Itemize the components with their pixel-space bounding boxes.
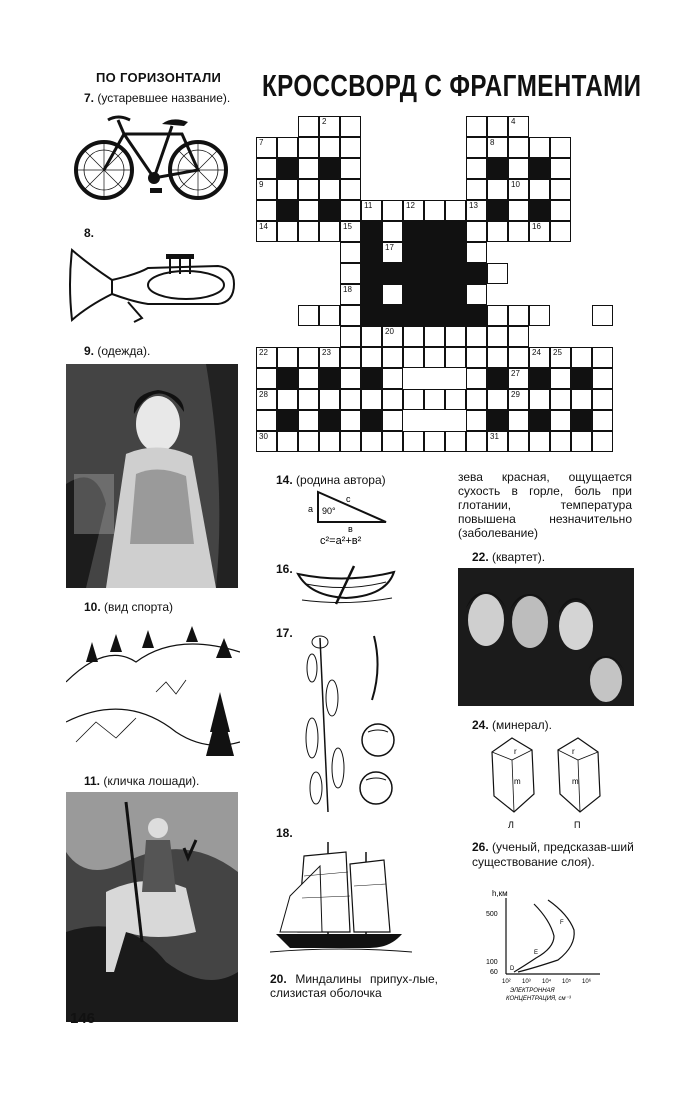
crossword-cell[interactable]	[466, 431, 487, 452]
crossword-black-cell	[529, 410, 550, 431]
graph-x-tick-1: 10²	[502, 979, 511, 985]
crossword-cell[interactable]	[340, 158, 361, 179]
clue-11-text: (кличка лошади).	[103, 774, 200, 788]
cell-number: 31	[490, 432, 499, 441]
crossword-cell[interactable]	[466, 284, 487, 305]
crossword-black-cell	[424, 305, 445, 326]
pythagoras-formula: c²=a²+в²	[320, 535, 362, 547]
crossword-cell[interactable]	[466, 389, 487, 410]
crossword-cell[interactable]	[550, 368, 571, 389]
clue-20-continuation: зева красная, ощущается сухость в горле, боль при глотании, температура повышена незначительно (заболевание)	[458, 470, 632, 540]
clue-8	[84, 226, 94, 241]
graph-x-tick-3: 10⁴	[542, 979, 552, 985]
crossword-cell[interactable]	[550, 200, 571, 221]
crossword-cell[interactable]	[340, 431, 361, 452]
crossword-cell[interactable]	[298, 431, 319, 452]
crossword-cell[interactable]	[550, 347, 571, 368]
cell-number: 16	[532, 222, 541, 231]
crossword-cell[interactable]	[340, 242, 361, 263]
crossword-cell[interactable]	[592, 368, 613, 389]
crossword-cell[interactable]	[340, 389, 361, 410]
crossword-cell[interactable]	[382, 221, 403, 242]
bicycle-illustration	[72, 112, 232, 207]
clue-9-text: (одежда).	[97, 344, 151, 358]
crossword-cell[interactable]	[487, 221, 508, 242]
crossword-cell[interactable]	[256, 347, 277, 368]
crossword-cell[interactable]	[571, 431, 592, 452]
crossword-black-cell	[403, 305, 424, 326]
clue-24-number: 24.	[472, 718, 489, 732]
crossword-cell[interactable]	[466, 200, 487, 221]
cell-number: 13	[469, 201, 478, 210]
layer-e-label: E	[534, 950, 539, 956]
clue-16	[276, 562, 293, 577]
crossword-cell[interactable]	[592, 431, 613, 452]
clue-9-number: 9.	[84, 344, 95, 358]
graph-x-tick-5: 10⁶	[582, 979, 592, 985]
crystal-left-label: Л	[508, 820, 514, 830]
crossword-black-cell	[424, 263, 445, 284]
crossword-black-cell	[361, 410, 382, 431]
crossword-cell[interactable]	[298, 347, 319, 368]
crossword-black-cell	[445, 284, 466, 305]
clue-10	[84, 600, 173, 615]
cell-number: 30	[259, 432, 268, 441]
crossword-cell[interactable]	[256, 158, 277, 179]
crossword-black-cell	[571, 368, 592, 389]
quartet-photo	[458, 568, 634, 706]
crossword-cell[interactable]	[277, 221, 298, 242]
crossword-cell[interactable]	[529, 347, 550, 368]
crossword-cell[interactable]	[445, 200, 466, 221]
crossword-black-cell	[529, 158, 550, 179]
graph-x-label-2: КОНЦЕНТРАЦИЯ, см⁻³	[506, 996, 571, 1002]
crossword-black-cell	[277, 410, 298, 431]
crossword-cell[interactable]	[319, 221, 340, 242]
crossword-cell[interactable]	[256, 389, 277, 410]
horseman-photo	[66, 792, 238, 1022]
cell-number: 12	[406, 201, 415, 210]
crossword-cell[interactable]	[319, 179, 340, 200]
crossword-cell[interactable]	[340, 263, 361, 284]
crossword-black-cell	[361, 221, 382, 242]
cell-number: 2	[322, 117, 327, 126]
cell-number: 20	[385, 327, 394, 336]
crossword-cell[interactable]	[340, 326, 361, 347]
clue-24-text: (минерал).	[492, 718, 552, 732]
crossword-cell[interactable]	[550, 137, 571, 158]
crossword-cell[interactable]	[340, 221, 361, 242]
cell-number: 22	[259, 348, 268, 357]
crossword-black-cell	[403, 242, 424, 263]
crossword-black-cell	[403, 284, 424, 305]
cell-number: 8	[490, 138, 495, 147]
cell-number: 4	[511, 117, 516, 126]
crossword-cell[interactable]	[403, 200, 424, 221]
crossword-cell[interactable]	[550, 410, 571, 431]
cell-number: 24	[532, 348, 541, 357]
crossword-black-cell	[361, 242, 382, 263]
crossword-cell[interactable]	[445, 389, 466, 410]
side-a-label: a	[308, 504, 314, 514]
crossword-cell[interactable]	[382, 410, 403, 431]
crossword-cell[interactable]	[298, 305, 319, 326]
cell-number: 18	[343, 285, 352, 294]
cell-number: 7	[259, 138, 264, 147]
crossword-cell[interactable]	[361, 200, 382, 221]
crossword-black-cell	[487, 410, 508, 431]
crossword-cell[interactable]	[487, 179, 508, 200]
crossword-cell[interactable]	[298, 116, 319, 137]
crossword-cell[interactable]	[466, 326, 487, 347]
crossword-cell[interactable]	[487, 431, 508, 452]
cell-number: 27	[511, 369, 520, 378]
crossword-cell[interactable]	[298, 200, 319, 221]
crossword-cell[interactable]	[256, 410, 277, 431]
crossword-cell[interactable]	[361, 326, 382, 347]
cell-number: 17	[385, 243, 394, 252]
crossword-cell[interactable]	[382, 326, 403, 347]
clue-18-number: 18.	[276, 826, 293, 840]
boat-illustration	[296, 562, 398, 606]
page-title: КРОССВОРД С ФРАГМЕНТАМИ	[262, 68, 642, 103]
crystal-face-r-right: r	[572, 747, 575, 756]
crossword-cell[interactable]	[508, 158, 529, 179]
crossword-black-cell	[361, 305, 382, 326]
crossword-black-cell	[487, 368, 508, 389]
crossword-cell[interactable]	[361, 431, 382, 452]
crossword-cell[interactable]	[550, 158, 571, 179]
crossword-black-cell	[277, 158, 298, 179]
crossword-cell[interactable]	[550, 389, 571, 410]
crossword-cell[interactable]	[382, 431, 403, 452]
crossword-cell[interactable]	[550, 431, 571, 452]
layer-d-label: D	[510, 966, 515, 972]
crossword-cell[interactable]	[403, 389, 424, 410]
clue-26	[472, 840, 640, 870]
crossword-cell[interactable]	[340, 368, 361, 389]
crossword-cell[interactable]	[592, 347, 613, 368]
clue-22-text: (квартет).	[492, 550, 546, 564]
layer-f-label: F	[560, 920, 564, 926]
crossword-cell[interactable]	[256, 368, 277, 389]
crossword-cell[interactable]	[340, 116, 361, 137]
clue-10-number: 10.	[84, 600, 101, 614]
crossword-cell[interactable]	[319, 431, 340, 452]
crossword-cell[interactable]	[319, 137, 340, 158]
crossword-cell[interactable]	[508, 326, 529, 347]
cell-number: 15	[343, 222, 352, 231]
crossword-cell[interactable]	[319, 305, 340, 326]
crossword-black-cell	[319, 158, 340, 179]
right-angle-label: 90°	[322, 506, 336, 516]
crossword-cell[interactable]	[298, 179, 319, 200]
crossword-cell[interactable]	[487, 347, 508, 368]
crossword-cell[interactable]	[298, 410, 319, 431]
crossword-cell[interactable]	[508, 368, 529, 389]
crossword-cell[interactable]	[382, 284, 403, 305]
crossword-black-cell	[571, 410, 592, 431]
crossword-cell[interactable]	[508, 410, 529, 431]
crossword-cell[interactable]	[592, 389, 613, 410]
crossword-cell[interactable]	[424, 431, 445, 452]
crossword-cell[interactable]	[382, 242, 403, 263]
sailing-ship-illustration	[270, 836, 412, 956]
crossword-cell[interactable]	[403, 326, 424, 347]
crystal-face-r-left: r	[514, 747, 517, 756]
crossword-black-cell	[319, 200, 340, 221]
cell-number: 10	[511, 180, 520, 189]
crossword-black-cell	[487, 200, 508, 221]
crossword-cell[interactable]	[319, 116, 340, 137]
clue-26-text: (ученый, предсказав-ший существование слоя).	[472, 840, 634, 869]
cell-number: 29	[511, 390, 520, 399]
crossword-cell[interactable]	[466, 116, 487, 137]
crossword-cell[interactable]	[277, 179, 298, 200]
clue-20-text: Миндалины припух-лые, слизистая оболочка	[270, 972, 438, 1000]
crossword-cell[interactable]	[340, 179, 361, 200]
plant-illustration	[298, 628, 398, 814]
clue-11	[84, 774, 199, 789]
crossword-cell[interactable]	[340, 305, 361, 326]
crossword-cell[interactable]	[340, 347, 361, 368]
crossword-cell[interactable]	[403, 347, 424, 368]
crossword-cell[interactable]	[508, 305, 529, 326]
crossword-black-cell	[424, 221, 445, 242]
clue-26-number: 26.	[472, 840, 489, 854]
crossword-black-cell	[424, 284, 445, 305]
kimono-woman-photo	[66, 364, 238, 588]
clue-14-text: (родина автора)	[296, 473, 386, 487]
crossword-black-cell	[319, 410, 340, 431]
crossword-cell[interactable]	[424, 389, 445, 410]
crossword-cell[interactable]	[529, 179, 550, 200]
cell-number: 14	[259, 222, 268, 231]
crossword-cell[interactable]	[529, 221, 550, 242]
crossword-cell[interactable]	[319, 347, 340, 368]
crossword-cell[interactable]	[529, 137, 550, 158]
crossword-cell[interactable]	[277, 137, 298, 158]
crossword-cell[interactable]	[487, 137, 508, 158]
crossword-black-cell	[403, 221, 424, 242]
clue-17	[276, 626, 293, 641]
crossword-cell[interactable]	[424, 326, 445, 347]
crossword-cell[interactable]	[445, 431, 466, 452]
cell-number: 9	[259, 180, 264, 189]
crossword-cell[interactable]	[256, 221, 277, 242]
crossword-cell[interactable]	[466, 158, 487, 179]
crossword-cell[interactable]	[529, 431, 550, 452]
horn-illustration	[68, 244, 238, 326]
crossword-black-cell	[361, 263, 382, 284]
crossword-cell[interactable]	[508, 347, 529, 368]
crossword-cell[interactable]	[298, 158, 319, 179]
crossword-cell[interactable]	[382, 200, 403, 221]
crossword-black-cell	[277, 200, 298, 221]
clue-7-number: 7.	[84, 91, 95, 105]
crossword-black-cell	[487, 158, 508, 179]
crossword-cell[interactable]	[340, 410, 361, 431]
crossword-cell[interactable]	[382, 347, 403, 368]
crossword-black-cell	[445, 263, 466, 284]
graph-x-tick-4: 10⁵	[562, 979, 572, 985]
crossword-black-cell	[382, 305, 403, 326]
crossword-cell[interactable]	[319, 389, 340, 410]
crossword-cell[interactable]	[529, 389, 550, 410]
clue-20-number: 20.	[270, 972, 287, 986]
crossword-cell[interactable]	[298, 368, 319, 389]
graph-y-tick-100: 100	[486, 959, 498, 966]
page-number: 146	[70, 1010, 96, 1027]
clue-7-text: (устаревшее название).	[97, 91, 231, 105]
crossword-cell[interactable]	[256, 431, 277, 452]
cell-number: 25	[553, 348, 562, 357]
crossword-cell[interactable]	[256, 137, 277, 158]
crossword-cell[interactable]	[424, 347, 445, 368]
crossword-cell[interactable]	[550, 179, 571, 200]
graph-x-tick-2: 10³	[522, 979, 531, 985]
crossword-cell[interactable]	[487, 305, 508, 326]
crossword-cell[interactable]	[382, 389, 403, 410]
crossword-cell[interactable]	[340, 284, 361, 305]
crossword-cell[interactable]	[508, 389, 529, 410]
crossword-cell[interactable]	[592, 410, 613, 431]
crossword-cell[interactable]	[277, 347, 298, 368]
clue-22-number: 22.	[472, 550, 489, 564]
crossword-black-cell	[382, 263, 403, 284]
clue-16-number: 16.	[276, 562, 293, 576]
section-heading: ПО ГОРИЗОНТАЛИ	[96, 70, 222, 85]
clue-8-number: 8.	[84, 226, 95, 240]
crossword-cell[interactable]	[466, 410, 487, 431]
crossword-cell[interactable]	[403, 431, 424, 452]
crossword-black-cell	[361, 284, 382, 305]
crossword-cell[interactable]	[466, 179, 487, 200]
crossword-cell[interactable]	[487, 116, 508, 137]
crossword-cell[interactable]	[256, 200, 277, 221]
clue-9	[84, 344, 150, 359]
clue-10-text: (вид спорта)	[104, 600, 174, 614]
crossword-black-cell	[445, 305, 466, 326]
crossword-cell[interactable]	[361, 389, 382, 410]
crossword-black-cell	[277, 368, 298, 389]
crossword-black-cell	[403, 263, 424, 284]
crossword-cell[interactable]	[529, 305, 550, 326]
crossword-black-cell	[445, 221, 466, 242]
graph-y-tick-500: 500	[486, 911, 498, 918]
clue-20	[270, 972, 438, 1000]
crossword-black-cell	[529, 368, 550, 389]
side-b-label: в	[348, 524, 353, 534]
cell-number: 23	[322, 348, 331, 357]
crossword-cell[interactable]	[277, 389, 298, 410]
crossword-cell[interactable]	[571, 347, 592, 368]
side-c-label: c	[346, 494, 351, 504]
clue-11-number: 11.	[84, 774, 101, 788]
crossword-black-cell	[466, 263, 487, 284]
crossword-cell[interactable]	[424, 200, 445, 221]
cell-number: 11	[364, 201, 373, 210]
crossword-cell[interactable]	[508, 200, 529, 221]
crossword-black-cell	[529, 200, 550, 221]
clue-24	[472, 718, 552, 733]
crossword-black-cell	[361, 368, 382, 389]
crystal-right-label: П	[574, 820, 581, 830]
crossword-black-cell	[424, 242, 445, 263]
clue-14-number: 14.	[276, 473, 293, 487]
crossword-cell[interactable]	[445, 347, 466, 368]
crossword-cell[interactable]	[466, 347, 487, 368]
ski-slope-illustration	[66, 622, 240, 760]
crossword-cell[interactable]	[550, 221, 571, 242]
crossword-cell[interactable]	[508, 179, 529, 200]
crossword-cell[interactable]	[340, 200, 361, 221]
crossword-cell[interactable]	[340, 137, 361, 158]
crossword-cell[interactable]	[487, 263, 508, 284]
crossword-cell[interactable]	[298, 137, 319, 158]
crossword-cell[interactable]	[571, 389, 592, 410]
graph-y-tick-60: 60	[490, 969, 498, 976]
crossword-black-cell	[319, 368, 340, 389]
clue-17-number: 17.	[276, 626, 293, 640]
crossword-cell[interactable]	[466, 137, 487, 158]
crossword-cell[interactable]	[445, 326, 466, 347]
clue-22	[472, 550, 545, 565]
crossword-cell[interactable]	[466, 242, 487, 263]
crossword-cell[interactable]	[508, 116, 529, 137]
crossword-cell[interactable]	[487, 389, 508, 410]
cell-number: 28	[259, 390, 268, 399]
clue-7	[84, 91, 230, 106]
crossword-cell[interactable]	[508, 221, 529, 242]
crossword-cell[interactable]	[508, 431, 529, 452]
crossword-cell[interactable]	[508, 137, 529, 158]
crossword-black-cell	[466, 305, 487, 326]
crossword-cell[interactable]	[298, 221, 319, 242]
graph-y-label: h,км	[492, 889, 508, 898]
crystal-face-m-left: m	[514, 777, 521, 786]
crossword-black-cell	[445, 242, 466, 263]
ionosphere-graph	[474, 884, 604, 1002]
pythagoras-diagram	[300, 488, 400, 548]
crossword-cell[interactable]	[256, 179, 277, 200]
crossword-cell[interactable]	[382, 368, 403, 389]
clue-14	[276, 473, 386, 488]
crossword-cell[interactable]	[361, 347, 382, 368]
graph-x-label-1: ЭЛЕКТРОННАЯ	[510, 988, 555, 994]
crossword-cell[interactable]	[487, 326, 508, 347]
crossword-cell[interactable]	[277, 431, 298, 452]
crystal-face-m-right: m	[572, 777, 579, 786]
crossword-cell[interactable]	[466, 368, 487, 389]
crossword-cell[interactable]	[298, 389, 319, 410]
quartz-crystals-diagram	[482, 736, 612, 832]
crossword-cell[interactable]	[466, 221, 487, 242]
crossword-cell[interactable]	[592, 305, 613, 326]
